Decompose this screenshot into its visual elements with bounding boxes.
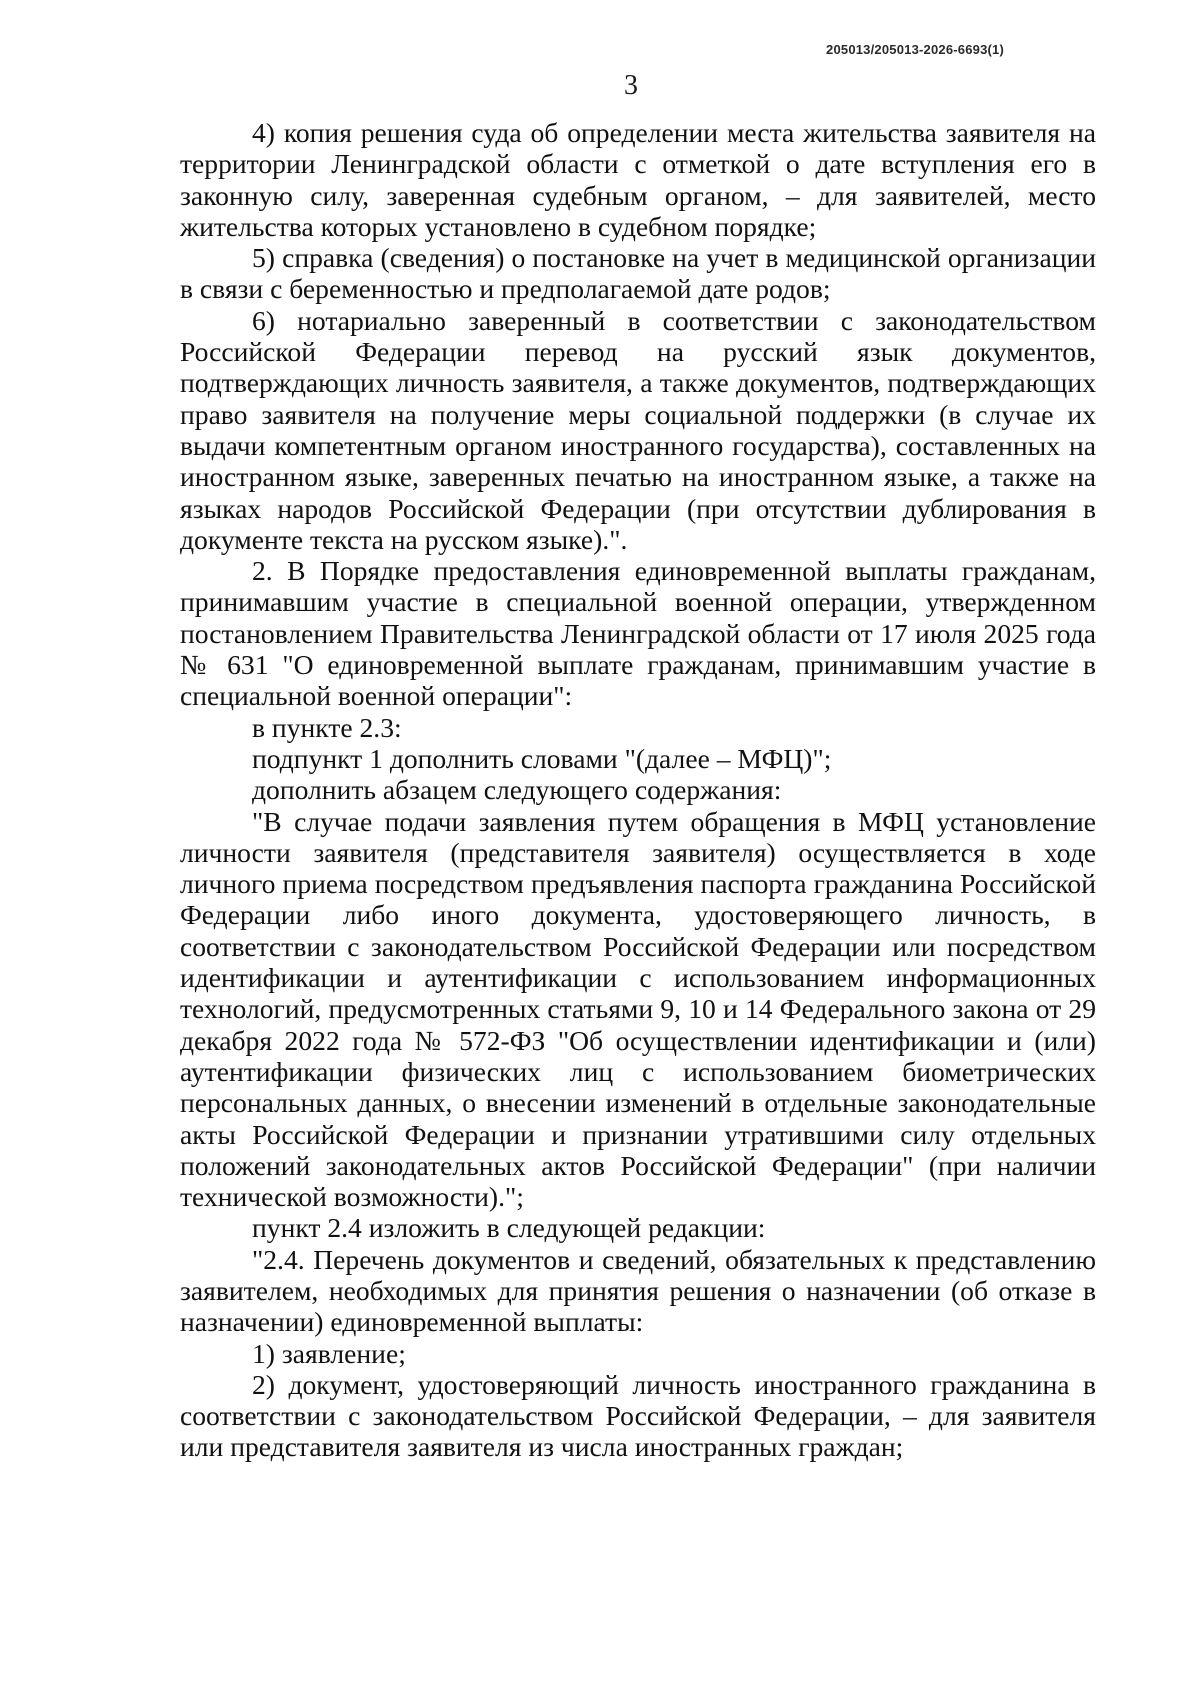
- paragraph-supplement: дополнить абзацем следующего содержания:: [252, 774, 782, 806]
- paragraph-item-5: 5) справка (сведения) о постановке на учет в медицинской организации в связи с беременностью и предполагаемой дате родов;: [180, 242, 1096, 305]
- paragraph-point-2-4: пункт 2.4 изложить в следующей редакции:: [252, 1212, 766, 1244]
- page-number: 3: [624, 70, 638, 101]
- paragraph-item-6: 6) нотариально заверенный в соответствии с законодательством Российской Федерации перевод на русский язык документов, подтверждающих личность заявителя, а также документов, подтверждающих право заявителя на получение меры социальной поддержки (в случае их выдачи компетентным органом иностранного государства), составленных на иностранном языке, заверенных печатью на иностранном языке, а также на языках народов Российской Федерации (при отсутствии дублирования в документе текста на русском языке).".: [180, 304, 1096, 555]
- paragraph-item-4: 4) копия решения суда об определении места жительства заявителя на территории Ленинградской области с отметкой о дате вступления его в законную силу, заверенная судебным органом, – для заявителей, место жительства которых установлено в судебном порядке;: [180, 117, 1096, 242]
- paragraph-list-item-2: 2) документ, удостоверяющий личность иностранного гражданина в соответствии с законодательством Российской Федерации, – для заявителя или представителя заявителя из числа иностранных граждан;: [180, 1368, 1096, 1463]
- document-registration-number: 205013/205013-2026-6693(1): [826, 42, 1004, 57]
- document-body: [180, 117, 1096, 1463]
- paragraph-list-item-1: 1) заявление;: [252, 1337, 406, 1369]
- paragraph-point-2-3: в пункте 2.3:: [252, 711, 402, 743]
- paragraph-section-2: 2. В Порядке предоставления единовременной выплаты гражданам, принимавшим участие в специальной военной операции, утвержденном постановлением Правительства Ленинградской области от 17 июля 2025 года № 631 "О единовременной выплате гражданам, принимавшим участие в специальной военной операции":: [180, 555, 1096, 712]
- paragraph-list-intro: "2.4. Перечень документов и сведений, обязательных к представлению заявителем, необходимых для принятия решения о назначении (об отказе в назначении) единовременной выплаты:: [180, 1243, 1096, 1338]
- paragraph-subpoint-1: подпункт 1 дополнить словами "(далее – МФЦ)";: [252, 742, 832, 774]
- paragraph-mfc-identification: "В случае подачи заявления путем обращения в МФЦ установление личности заявителя (представителя заявителя) осуществляется в ходе личного приема посредством предъявления паспорта гражданина Российской Федерации либо иного документа, удостоверяющего личность, в соответствии с законодательством Российской Федерации или посредством идентификации и аутентификации с использованием информационных технологий, предусмотренных статьями 9, 10 и 14 Федерального закона от 29 декабря 2022 года № 572-ФЗ "Об осуществлении идентификации и (или) аутентификации физических лиц с использованием биометрических персональных данных, о внесении изменений в отдельные законодательные акты Российской Федерации и признании утратившими силу отдельных положений законодательных актов Российской Федерации" (при наличии технической возможности).";: [180, 805, 1096, 1213]
